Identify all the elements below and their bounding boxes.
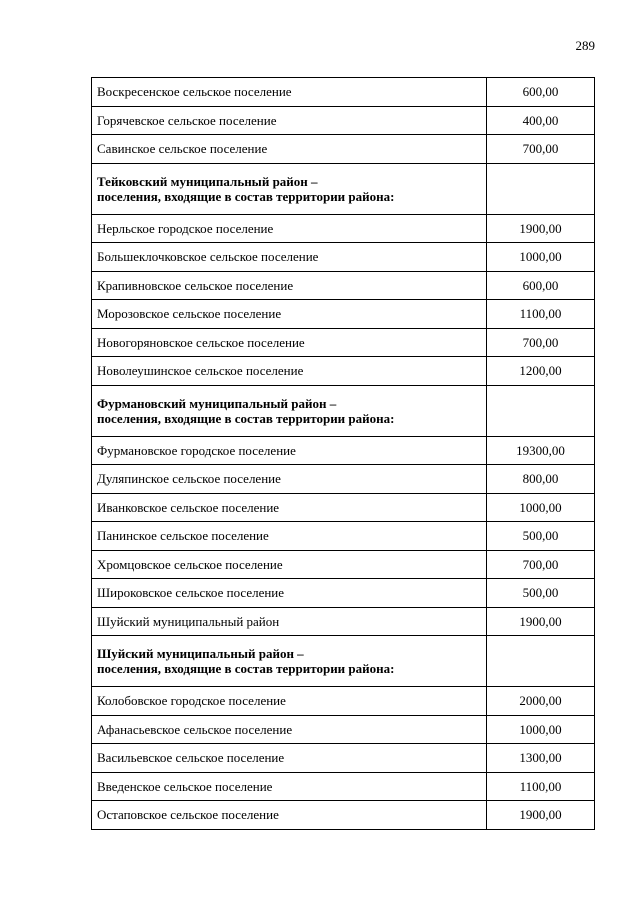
settlement-name: Васильевское сельское поселение	[92, 744, 487, 773]
settlement-row	[92, 357, 595, 386]
amount-cell-empty	[487, 163, 595, 214]
page-number: 289	[575, 38, 595, 53]
district-subtitle: поселения, входящие в состав территории района:	[97, 661, 395, 676]
settlement-row	[92, 106, 595, 135]
district-title: Тейковский муниципальный район –	[97, 173, 318, 189]
settlement-name: Нерльское городское поселение	[92, 214, 487, 243]
settlement-name: Панинское сельское поселение	[92, 522, 487, 551]
settlement-row	[92, 465, 595, 494]
settlement-name: Колобовское городское поселение	[92, 687, 487, 716]
settlement-row	[92, 271, 595, 300]
settlement-row	[92, 300, 595, 329]
amount-cell: 1100,00	[487, 772, 595, 801]
settlement-row	[92, 135, 595, 164]
settlement-row	[92, 801, 595, 830]
allocation-table	[91, 77, 595, 830]
settlement-row	[92, 214, 595, 243]
amount-cell: 500,00	[487, 579, 595, 608]
amount-cell: 700,00	[487, 328, 595, 357]
settlement-name: Фурмановское городское поселение	[92, 436, 487, 465]
settlement-row	[92, 744, 595, 773]
amount-cell: 800,00	[487, 465, 595, 494]
amount-cell: 1000,00	[487, 493, 595, 522]
amount-cell: 1900,00	[487, 801, 595, 830]
amount-cell: 19300,00	[487, 436, 595, 465]
settlement-name: Морозовское сельское поселение	[92, 300, 487, 329]
district-subtitle: поселения, входящие в состав территории района:	[97, 410, 395, 426]
settlement-name: Новолеушинское сельское поселение	[92, 357, 487, 386]
settlement-row	[92, 772, 595, 801]
district-header-cell	[92, 636, 487, 687]
settlement-row	[92, 579, 595, 608]
amount-cell: 1300,00	[487, 744, 595, 773]
settlement-name: Шуйский муниципальный район	[92, 607, 487, 636]
amount-cell-empty	[487, 636, 595, 687]
amount-cell: 1900,00	[487, 607, 595, 636]
settlement-name: Введенское сельское поселение	[92, 772, 487, 801]
settlement-name: Горячевское сельское поселение	[92, 106, 487, 135]
amount-cell: 400,00	[487, 106, 595, 135]
settlement-name: Савинское сельское поселение	[92, 135, 487, 164]
settlement-row	[92, 328, 595, 357]
amount-cell: 700,00	[487, 550, 595, 579]
district-title: Фурмановский муниципальный район –	[97, 395, 337, 411]
settlement-name: Новогоряновское сельское поселение	[92, 328, 487, 357]
settlement-row	[92, 436, 595, 465]
settlement-name: Хромцовское сельское поселение	[92, 550, 487, 579]
amount-cell: 1100,00	[487, 300, 595, 329]
settlement-name: Дуляпинское сельское поселение	[92, 465, 487, 494]
settlement-name: Воскресенское сельское поселение	[92, 78, 487, 107]
district-subtitle: поселения, входящие в состав территории района:	[97, 188, 395, 204]
amount-cell: 600,00	[487, 271, 595, 300]
settlement-row	[92, 607, 595, 636]
settlement-row	[92, 550, 595, 579]
settlement-name: Большеклочковское сельское поселение	[92, 243, 487, 272]
amount-cell: 500,00	[487, 522, 595, 551]
amount-cell: 1000,00	[487, 243, 595, 272]
settlement-row	[92, 243, 595, 272]
settlement-name: Афанасьевское сельское поселение	[92, 715, 487, 744]
district-header-row	[92, 163, 595, 214]
settlement-row	[92, 687, 595, 716]
settlement-name: Иванковское сельское поселение	[92, 493, 487, 522]
district-title: Шуйский муниципальный район –	[97, 646, 304, 661]
settlement-row	[92, 522, 595, 551]
amount-cell: 700,00	[487, 135, 595, 164]
settlement-row	[92, 715, 595, 744]
amount-cell-empty	[487, 385, 595, 436]
district-header-cell	[92, 163, 487, 214]
district-header-cell	[92, 385, 487, 436]
settlement-row	[92, 493, 595, 522]
settlement-name: Широковское сельское поселение	[92, 579, 487, 608]
settlement-name: Остаповское сельское поселение	[92, 801, 487, 830]
amount-cell: 600,00	[487, 78, 595, 107]
district-header-row	[92, 385, 595, 436]
table-body	[92, 78, 595, 830]
amount-cell: 1900,00	[487, 214, 595, 243]
settlement-row	[92, 78, 595, 107]
amount-cell: 1200,00	[487, 357, 595, 386]
district-header-row	[92, 636, 595, 687]
amount-cell: 1000,00	[487, 715, 595, 744]
amount-cell: 2000,00	[487, 687, 595, 716]
settlement-name: Крапивновское сельское поселение	[92, 271, 487, 300]
